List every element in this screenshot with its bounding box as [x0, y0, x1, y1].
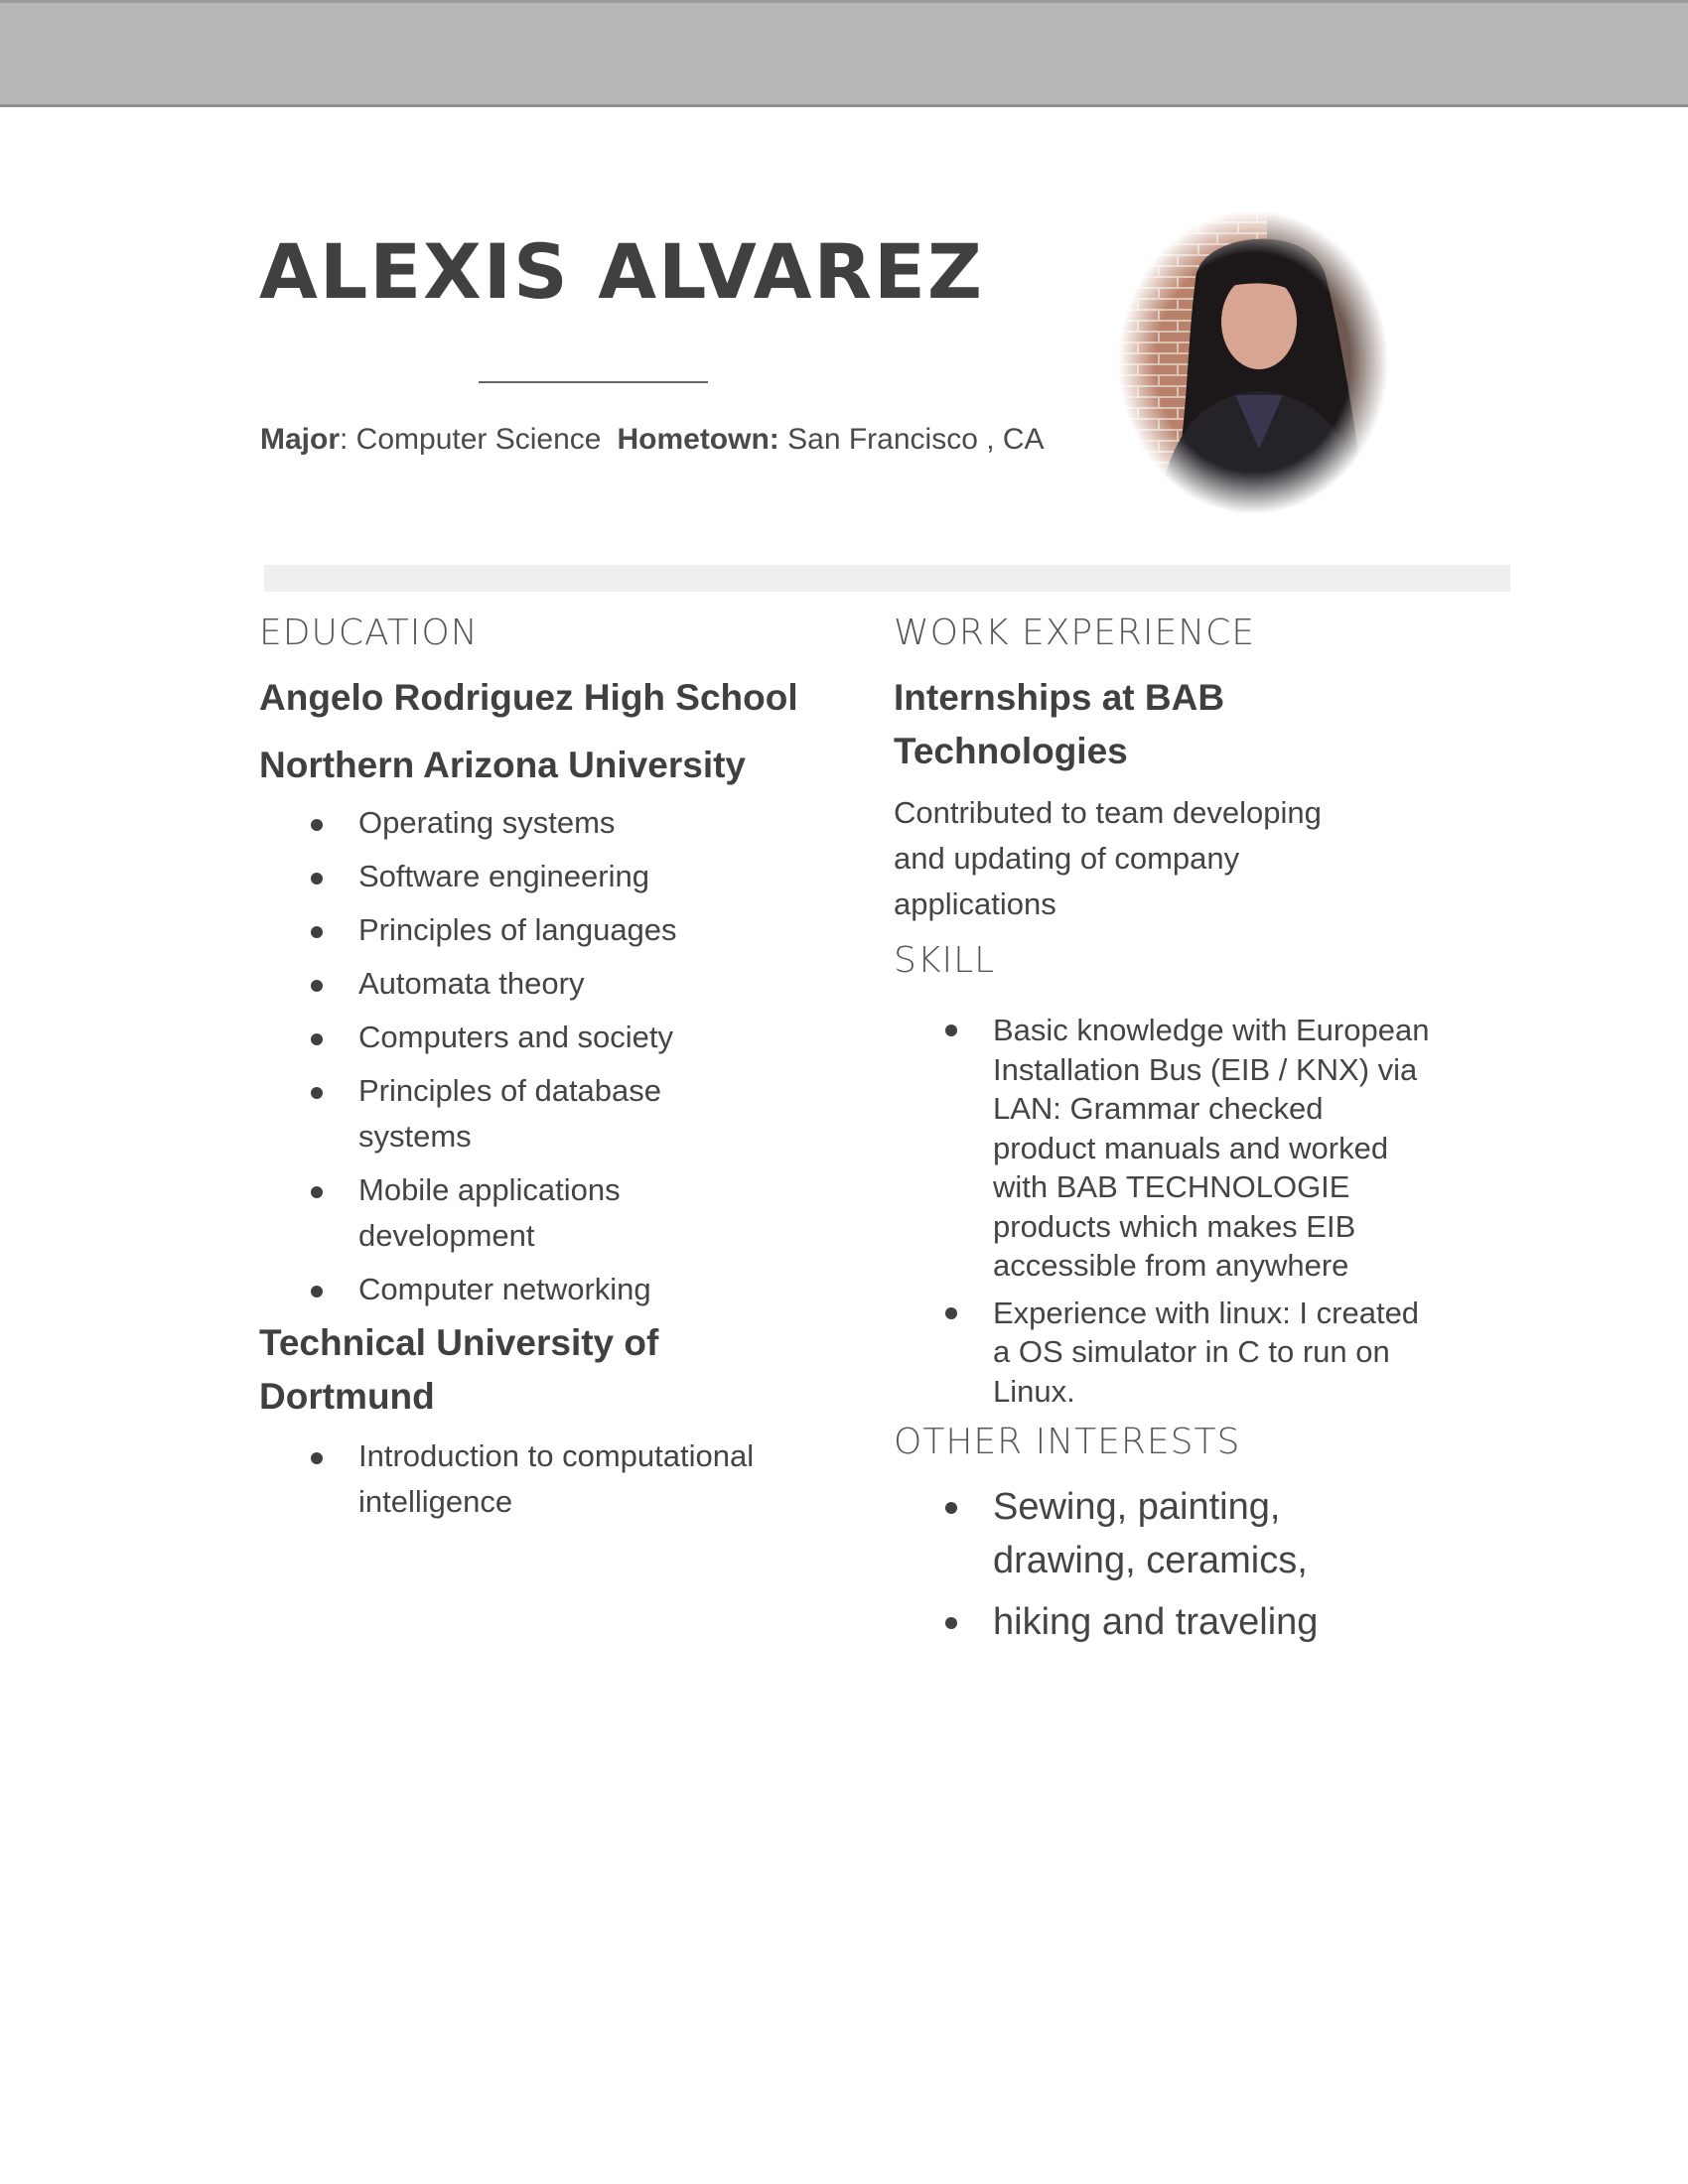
work-description: Contributed to team developing and updating of company applications [894, 795, 1322, 921]
education-column [259, 608, 815, 1525]
list-item: hiking and traveling [894, 1595, 1430, 1649]
list-item: Operating systems [259, 800, 815, 846]
work-role: Internships at BAB Technologies [894, 677, 1225, 771]
list-item: Basic knowledge with European Installation Bus (EIB / KNX) via LAN: Grammar checked product manuals and worked with BAB TECHNOLOGIE products which makes EIB accessible from anywhere [894, 1011, 1430, 1286]
list-item: Automata theory [259, 961, 815, 1007]
major-value: : Computer Science [340, 423, 602, 456]
top-header-band [0, 0, 1688, 107]
course-list [259, 800, 815, 1312]
list-item: Computer networking [259, 1267, 815, 1312]
major-label: Major [260, 423, 341, 456]
list-item: Computers and society [259, 1015, 815, 1060]
school-name: Angelo Rodriguez High School [259, 677, 798, 718]
section-divider-bar [264, 565, 1510, 592]
interests-list [894, 1480, 1430, 1649]
list-item: Mobile applications development [259, 1167, 815, 1259]
education-heading: EDUCATION [259, 613, 479, 653]
resume-name: ALEXIS ALVAREZ [259, 227, 985, 316]
list-item: Experience with linux: I created a OS simulator in C to run on Linux. [894, 1294, 1430, 1412]
hometown-value: San Francisco , CA [778, 423, 1045, 456]
work-experience-heading: WORK EXPERIENCE [894, 613, 1256, 653]
list-item: Principles of languages [259, 907, 815, 953]
list-item: Principles of database systems [259, 1068, 815, 1160]
right-column [894, 608, 1430, 1649]
list-item: Software engineering [259, 854, 815, 899]
other-interests-heading: OTHER INTERESTS [894, 1422, 1241, 1462]
skill-list [894, 1011, 1430, 1411]
list-item: Sewing, painting, drawing, ceramics, [894, 1480, 1430, 1587]
school-name: Technical University of Dortmund [259, 1322, 659, 1417]
name-underline-rule [479, 381, 708, 383]
major-hometown-line [260, 421, 1045, 459]
list-item: Introduction to computational intelligence [259, 1433, 815, 1525]
skill-heading: SKILL [894, 940, 996, 981]
course-list [259, 1433, 815, 1525]
hometown-label: Hometown: [617, 423, 779, 456]
school-name: Northern Arizona University [259, 745, 746, 785]
profile-photo [1118, 210, 1388, 514]
